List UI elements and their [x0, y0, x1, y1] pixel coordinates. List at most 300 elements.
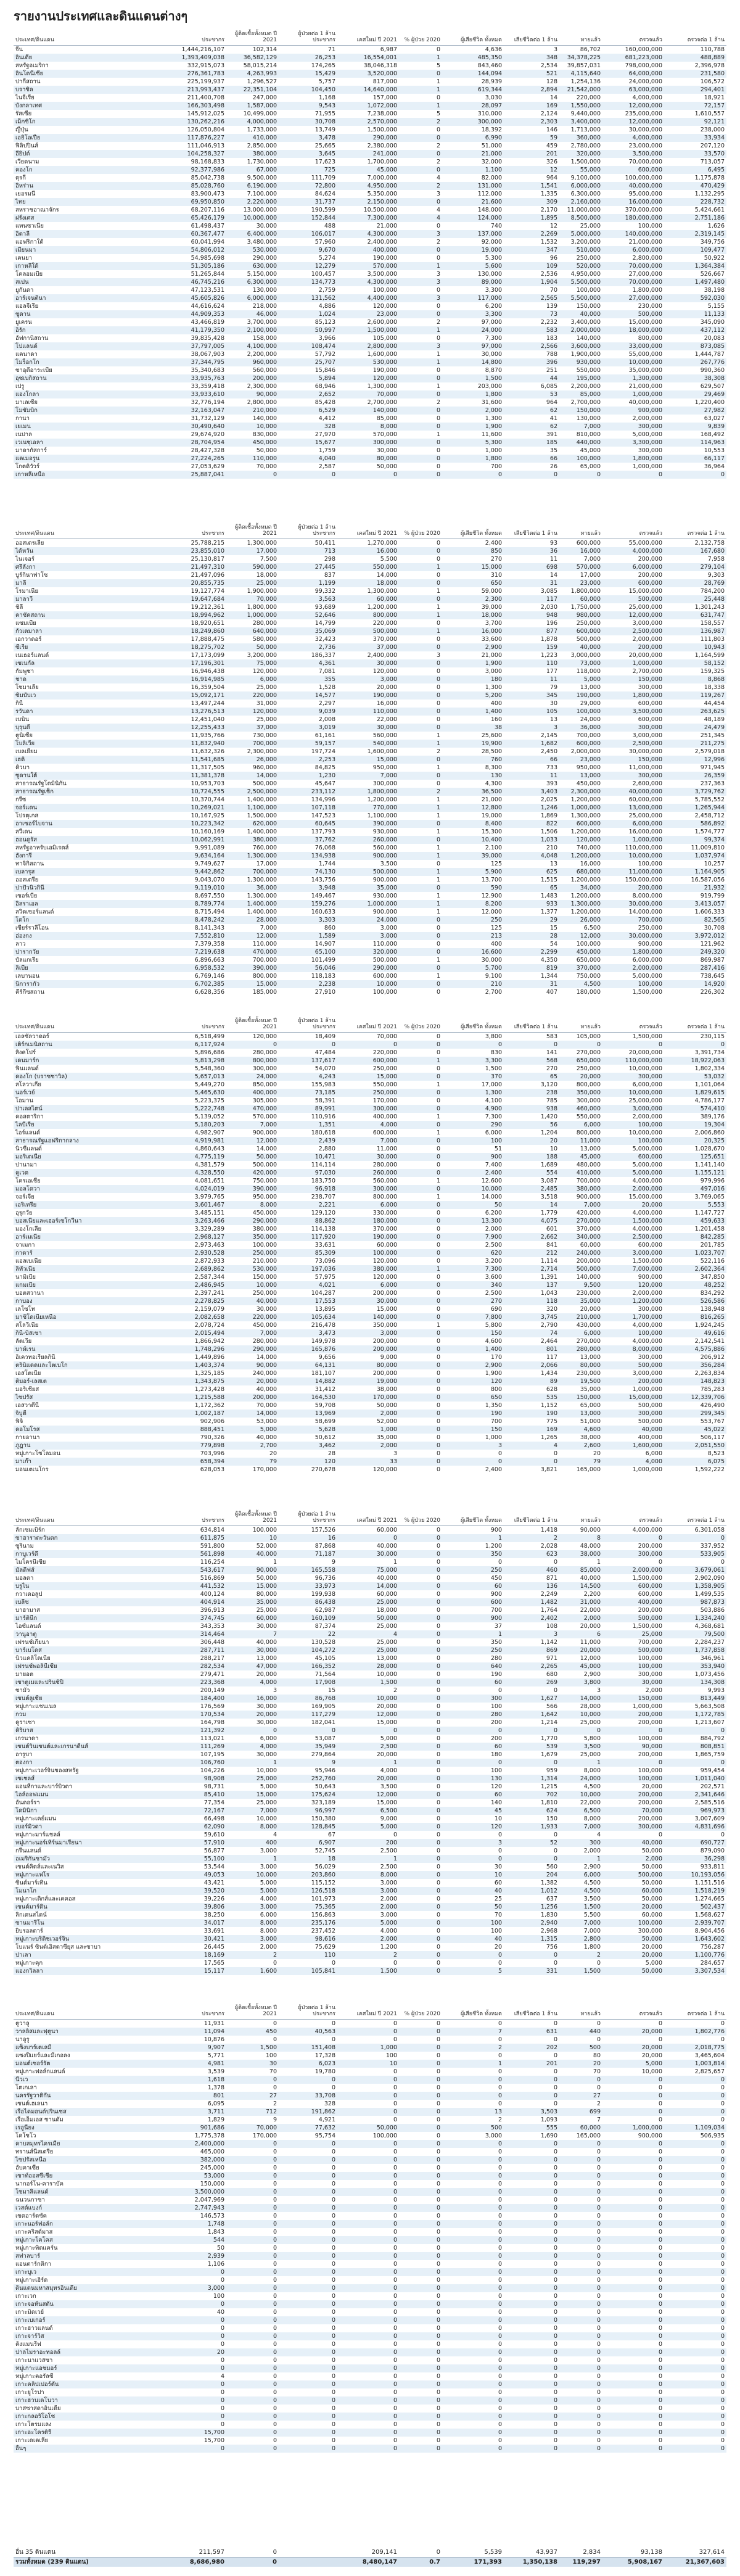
- value-cell: 220,000: [372, 1049, 397, 1056]
- value-cell: 33,570: [704, 151, 725, 157]
- value-cell: 0: [596, 2397, 601, 2404]
- value-cell: 117,000: [477, 295, 502, 302]
- value-cell: 843,460: [477, 62, 502, 69]
- value-cell: 148,823: [700, 1378, 725, 1385]
- value-cell: 64,131: [314, 1362, 335, 1369]
- value-cell: 270,678: [311, 1466, 335, 1473]
- value-cell: 0: [436, 2213, 440, 2219]
- value-cell: 0: [273, 2253, 277, 2260]
- value-cell: 1,265: [540, 1434, 557, 1441]
- table-row: [14, 579, 726, 587]
- value-cell: 0: [436, 2253, 440, 2260]
- table-row: [14, 1951, 726, 1959]
- value-cell: 121,392: [200, 1727, 224, 1734]
- value-cell: 36,000: [580, 724, 601, 731]
- value-cell: 70,000,000: [628, 159, 662, 165]
- value-cell: 0: [596, 2445, 601, 2452]
- country-cell: สวีเดน: [15, 828, 33, 835]
- table-row: [14, 2244, 726, 2252]
- value-cell: 17,173,099: [191, 652, 224, 659]
- value-cell: 84,825: [314, 764, 335, 771]
- value-cell: 88,862: [314, 1218, 335, 1224]
- value-cell: 1,000: [380, 1426, 397, 1433]
- value-cell: 17,196,301: [191, 660, 224, 667]
- value-cell: 1,900: [485, 1370, 502, 1377]
- value-cell: 2,400: [485, 540, 502, 547]
- value-cell: 0: [658, 2421, 662, 2428]
- value-cell: 25,000: [376, 1623, 397, 1630]
- country-cell: เดนมาร์ก: [15, 1057, 39, 1064]
- value-cell: 4,328,550: [194, 1170, 224, 1176]
- value-cell: 20,000: [580, 1073, 601, 1080]
- value-cell: 33,000,000: [628, 343, 662, 350]
- column-header-new-cases: เคสใหม่ ปี 2021: [356, 1024, 397, 1030]
- country-cell: คีร์กีซสถาน: [15, 989, 45, 996]
- value-cell: 105: [546, 708, 557, 715]
- value-cell: 0: [658, 2333, 662, 2340]
- value-cell: 5,757: [318, 78, 335, 85]
- value-cell: 15,000,000: [628, 1194, 662, 1200]
- country-cell: เกาะเดเคเลีย: [15, 2437, 49, 2444]
- country-cell: เกาะคลิปเปอร์ตัน: [15, 2381, 59, 2388]
- value-cell: 166,303,498: [187, 102, 224, 109]
- value-cell: 3,403: [540, 788, 557, 795]
- country-cell: ออสเตรีย: [15, 877, 39, 883]
- value-cell: 68,207,116: [191, 207, 224, 213]
- value-cell: 250: [490, 917, 502, 923]
- value-cell: 22,351,104: [243, 86, 277, 93]
- column-header-tests-per-m: ตรวจต่อ 1 ล้าน: [687, 1517, 725, 1524]
- table-row: [14, 190, 726, 198]
- value-cell: 20,000: [256, 1711, 277, 1718]
- country-cell: อาร์เมเนีย: [15, 1234, 41, 1241]
- value-cell: 620: [490, 1250, 502, 1257]
- value-cell: 4,000,000: [632, 134, 662, 141]
- value-cell: 0: [436, 199, 440, 205]
- value-cell: 38,000: [580, 1551, 601, 1558]
- country-cell: นิวแคลิโดเนีย: [15, 1655, 51, 1662]
- value-cell: 0: [436, 1944, 440, 1951]
- value-cell: 16,587,056: [691, 877, 725, 883]
- value-cell: 0: [436, 46, 440, 53]
- value-cell: 813,449: [700, 1695, 725, 1702]
- value-cell: 70,000: [256, 2124, 277, 2131]
- value-cell: 1,213,607: [694, 1719, 725, 1726]
- value-cell: 1,033: [540, 836, 557, 843]
- country-cell: เฟรนช์พอลินีเซีย: [15, 1663, 57, 1670]
- value-cell: 0: [498, 2197, 502, 2203]
- value-cell: 0: [393, 2445, 397, 2452]
- value-cell: 2,000,000: [632, 1290, 662, 1297]
- value-cell: 1,301,243: [694, 604, 725, 611]
- value-cell: 25,130,817: [191, 556, 224, 563]
- value-cell: 250: [490, 1647, 502, 1654]
- value-cell: 798,000,000: [625, 62, 662, 69]
- value-cell: 4,300: [485, 780, 502, 787]
- value-cell: 211,400,708: [187, 94, 224, 101]
- value-cell: 703,996: [200, 1450, 224, 1457]
- value-cell: 18,392: [481, 126, 502, 133]
- value-cell: 6,200: [485, 303, 502, 310]
- table-row: [14, 716, 726, 724]
- value-cell: 40,563: [314, 2028, 335, 2035]
- value-cell: 190,000: [372, 692, 397, 699]
- value-cell: 25,000: [256, 1799, 277, 1806]
- country-cell: แองกวิลลา: [15, 1968, 43, 1975]
- value-cell: 128,845: [311, 1823, 335, 1830]
- value-cell: 18,000: [376, 580, 397, 587]
- total-summary-row-value: 21,367,603: [685, 2559, 725, 2566]
- table-row: [14, 2380, 726, 2388]
- country-cell: โตโก: [15, 917, 30, 923]
- value-cell: 150: [546, 1815, 557, 1822]
- value-cell: 0: [658, 1727, 662, 1734]
- value-cell: 117,279: [311, 1711, 335, 1718]
- value-cell: 0: [596, 2149, 601, 2155]
- value-cell: 400: [490, 941, 502, 947]
- value-cell: 1,300,000: [247, 877, 277, 883]
- value-cell: 1,200,000: [570, 909, 601, 915]
- value-cell: 0: [393, 1831, 397, 1838]
- value-cell: 0: [436, 1575, 440, 1582]
- value-cell: 11,632,326: [191, 748, 224, 755]
- value-cell: 95,000,000: [628, 191, 662, 197]
- value-cell: 3,729,762: [694, 788, 725, 795]
- value-cell: 0: [658, 2197, 662, 2203]
- value-cell: 4,950,000: [570, 271, 601, 278]
- value-cell: 137,793: [311, 828, 335, 835]
- value-cell: 0: [273, 2084, 277, 2091]
- value-cell: 0: [553, 2357, 557, 2364]
- value-cell: 0: [658, 2229, 662, 2235]
- value-cell: 35,340,683: [191, 367, 224, 374]
- value-cell: 0: [393, 2213, 397, 2219]
- value-cell: 185,000: [252, 989, 277, 996]
- value-cell: 3,700,000: [247, 319, 277, 326]
- value-cell: 3: [436, 295, 440, 302]
- country-cell: ดินแดนมหาสมุทรอินเดีย: [15, 2285, 77, 2292]
- value-cell: 140,000: [576, 1274, 601, 1281]
- value-cell: 1: [436, 628, 440, 635]
- value-cell: 1,106: [207, 2261, 224, 2268]
- value-cell: 0: [436, 2277, 440, 2284]
- table-row: [14, 1081, 726, 1089]
- value-cell: 13,000: [580, 1410, 601, 1417]
- country-cell: เกาะนอร์ฟอล์ก: [15, 2221, 53, 2227]
- table-row: [14, 2300, 726, 2308]
- value-cell: 0: [658, 2149, 662, 2155]
- country-cell: โตเกเลา: [15, 2084, 37, 2091]
- value-cell: 1: [436, 383, 440, 390]
- value-cell: 55,000: [580, 167, 601, 173]
- value-cell: 0: [273, 2189, 277, 2195]
- value-cell: 600,000: [638, 1591, 662, 1598]
- value-cell: 230,000: [576, 1370, 601, 1377]
- value-cell: 11,381,378: [191, 772, 224, 779]
- value-cell: 1,172,362: [194, 1402, 224, 1409]
- table-row: [14, 844, 726, 852]
- country-cell: เวสต์แบงก์: [15, 2205, 43, 2211]
- value-cell: 53: [549, 391, 557, 398]
- table-row: [14, 1241, 726, 1249]
- value-cell: 0: [720, 2084, 725, 2091]
- value-cell: 30,000: [376, 724, 397, 731]
- value-cell: 380,000: [576, 1186, 601, 1192]
- table-row: [14, 1049, 726, 1057]
- value-cell: 0: [273, 2285, 277, 2292]
- value-cell: 2,066: [540, 1362, 557, 1369]
- value-cell: 3,979,765: [194, 1194, 224, 1200]
- value-cell: 0: [553, 2084, 557, 2091]
- table-row: [14, 2445, 726, 2453]
- value-cell: 2,500: [380, 1864, 397, 1870]
- value-cell: 12,900: [481, 893, 502, 899]
- value-cell: 1,200,000: [632, 1298, 662, 1305]
- value-cell: 0: [331, 1041, 335, 1048]
- value-cell: 0: [393, 2325, 397, 2332]
- value-cell: 0: [498, 2221, 502, 2227]
- value-cell: 306,448: [200, 1639, 224, 1646]
- table-row: [14, 415, 726, 423]
- value-cell: 600,000: [372, 973, 397, 980]
- value-cell: 0: [220, 2445, 224, 2452]
- value-cell: 4,000,000: [247, 118, 277, 125]
- value-cell: 15,000: [256, 981, 277, 988]
- value-cell: 4,412: [318, 415, 335, 422]
- value-cell: 14,000: [256, 1354, 277, 1361]
- table-row: [14, 2276, 726, 2284]
- country-cell: วาลลิสและฟุตูนา: [15, 2028, 59, 2035]
- value-cell: 950,000: [372, 764, 397, 771]
- value-cell: 19,780: [314, 2068, 335, 2075]
- table-row: [14, 659, 726, 667]
- value-cell: 1,101,064: [694, 1081, 725, 1088]
- value-cell: 37,000: [256, 724, 277, 731]
- value-cell: 55,000,000: [628, 351, 662, 358]
- value-cell: 6,200: [485, 1210, 502, 1216]
- value-cell: 5,500: [583, 1912, 601, 1918]
- value-cell: 0: [393, 2189, 397, 2195]
- value-cell: 2,278,825: [194, 1298, 224, 1305]
- value-cell: 30,000: [481, 957, 502, 964]
- value-cell: 60: [494, 1583, 502, 1590]
- value-cell: 33,708: [314, 2092, 335, 2099]
- table-row: [14, 2413, 726, 2421]
- table-row: [14, 1442, 726, 1450]
- country-cell: อาเซอร์ไบจาน: [15, 820, 52, 827]
- value-cell: 20,000: [256, 1378, 277, 1385]
- value-cell: 39,806: [204, 1904, 224, 1910]
- table-row: [14, 1057, 726, 1065]
- value-cell: 4,775,119: [194, 1154, 224, 1160]
- column-header-pop: ประชากร: [202, 530, 224, 537]
- value-cell: 36: [549, 548, 557, 555]
- value-cell: 1,642: [540, 1711, 557, 1718]
- total-summary-row: [14, 2557, 726, 2567]
- column-header-tests: ตรวจแล้ว: [639, 530, 662, 537]
- value-cell: 105,000: [372, 335, 397, 342]
- country-cell: โคลอมเบีย: [15, 271, 43, 278]
- value-cell: 4,000,000: [632, 1226, 662, 1232]
- value-cell: 200,000: [638, 885, 662, 891]
- table-row: [14, 1065, 726, 1073]
- value-cell: 10,500,000: [363, 207, 397, 213]
- value-cell: 5,000: [260, 1426, 277, 1433]
- value-cell: 40,000: [256, 1551, 277, 1558]
- value-cell: 72,800: [314, 183, 335, 189]
- value-cell: 119,267: [700, 692, 725, 699]
- table-section: [14, 25, 726, 479]
- value-cell: 9,100: [485, 973, 502, 980]
- value-cell: 6,000,000: [632, 247, 662, 254]
- value-cell: 3,500: [583, 1896, 601, 1902]
- value-cell: 601: [546, 1226, 557, 1232]
- country-cell: มอลตา: [15, 1575, 34, 1582]
- value-cell: 0: [720, 2437, 725, 2444]
- country-cell: ลาว: [15, 941, 26, 947]
- value-cell: 167,680: [700, 548, 725, 555]
- value-cell: 0: [553, 2261, 557, 2268]
- value-cell: 85,000: [580, 391, 601, 398]
- value-cell: 2,700: [485, 989, 502, 996]
- value-cell: 5,800: [485, 1322, 502, 1329]
- value-cell: 554: [546, 1170, 557, 1176]
- value-cell: 0: [331, 2357, 335, 2364]
- value-cell: 220,000: [372, 620, 397, 627]
- country-cell: หมู่เกาะเคย์แมน: [15, 1815, 57, 1822]
- value-cell: 3,120: [540, 1081, 557, 1088]
- value-cell: 200,000: [372, 1290, 397, 1297]
- total-summary-row-value: 171,393: [474, 2559, 502, 2566]
- value-cell: 125,651: [700, 1154, 725, 1160]
- value-cell: 0: [436, 1920, 440, 1926]
- value-cell: 0: [220, 2317, 224, 2324]
- value-cell: 0: [436, 2124, 440, 2131]
- value-cell: 300,000: [477, 118, 502, 125]
- table-row: [14, 2340, 726, 2348]
- value-cell: 3: [393, 1450, 397, 1457]
- value-cell: 1,500,000: [367, 327, 397, 334]
- column-header-cases-per-m: ผู้ป่วยต่อ 1 ล้าน ประชากร: [298, 1018, 335, 1030]
- value-cell: 5,000: [380, 1920, 397, 1926]
- table-row: [14, 230, 726, 238]
- value-cell: 9,991,089: [194, 844, 224, 851]
- value-cell: 4,981: [207, 2060, 224, 2067]
- value-cell: 121,962: [700, 941, 725, 947]
- value-cell: 1: [436, 852, 440, 859]
- value-cell: 634,814: [200, 1527, 224, 1534]
- value-cell: 0: [436, 684, 440, 691]
- country-cell: เรือไดมอนด์ปรินเซส: [15, 2108, 67, 2115]
- column-header-recovered: หายแล้ว: [580, 1517, 601, 1524]
- table-row: [14, 102, 726, 110]
- value-cell: 1,574,777: [694, 828, 725, 835]
- country-cell: เลบานอน: [15, 973, 40, 980]
- value-cell: 0: [436, 2149, 440, 2155]
- value-cell: 0: [658, 2165, 662, 2171]
- value-cell: 830: [490, 1049, 502, 1056]
- country-cell: เปรู: [15, 383, 25, 390]
- value-cell: 530,000: [372, 359, 397, 366]
- value-cell: 0: [658, 2189, 662, 2195]
- value-cell: 6,000,000: [632, 820, 662, 827]
- table-row: [14, 214, 726, 222]
- value-cell: 6,000: [583, 1330, 601, 1337]
- value-cell: 47,000: [256, 1663, 277, 1670]
- value-cell: 9,039: [318, 708, 335, 715]
- value-cell: 13,000: [376, 1655, 397, 1662]
- value-cell: 0: [436, 668, 440, 675]
- value-cell: 82,565: [704, 917, 725, 923]
- value-cell: 6,769,146: [194, 973, 224, 980]
- value-cell: 6,400,000: [247, 231, 277, 237]
- value-cell: 0: [393, 1041, 397, 1048]
- country-cell: แอลเบเนีย: [15, 1258, 42, 1265]
- value-cell: 240,000: [252, 1370, 277, 1377]
- country-cell: ลิทัวเนีย: [15, 1266, 36, 1273]
- value-cell: 0: [273, 2173, 277, 2179]
- table-row: [14, 940, 726, 948]
- value-cell: 3,000: [380, 1880, 397, 1886]
- value-cell: 2,000,000: [632, 1113, 662, 1120]
- value-cell: 0: [498, 2036, 502, 2043]
- table-row: [14, 1281, 726, 1289]
- value-cell: 13,000: [580, 684, 601, 691]
- value-cell: 1: [436, 869, 440, 875]
- value-cell: 500: [490, 2124, 502, 2131]
- value-cell: 50,000: [641, 1847, 662, 1854]
- others-summary-row-value: 211,597: [199, 2549, 224, 2556]
- value-cell: 0: [393, 2381, 397, 2388]
- value-cell: 0: [720, 2140, 725, 2147]
- value-cell: 1,151,516: [694, 1880, 725, 1886]
- value-cell: 760: [490, 756, 502, 763]
- value-cell: 0: [658, 2413, 662, 2420]
- value-cell: 24,000: [580, 1775, 601, 1782]
- value-cell: 1,730,000: [247, 159, 277, 165]
- value-cell: 17,565: [204, 1960, 224, 1967]
- value-cell: 0: [720, 471, 725, 478]
- value-cell: 202: [546, 2044, 557, 2051]
- value-cell: 3,087: [540, 1178, 557, 1184]
- value-cell: 0: [220, 2413, 224, 2420]
- value-cell: 1,568,627: [694, 1912, 725, 1918]
- value-cell: 4,350: [540, 957, 557, 964]
- value-cell: 1: [436, 263, 440, 270]
- value-cell: 0: [498, 2437, 502, 2444]
- country-cell: มองโกเลีย: [15, 1226, 42, 1232]
- country-cell: ปานามา: [15, 1162, 37, 1168]
- value-cell: 33,934: [704, 134, 725, 141]
- value-cell: 700: [490, 1418, 502, 1425]
- value-cell: 6,300,000: [247, 279, 277, 286]
- value-cell: 89,991: [314, 1105, 335, 1112]
- value-cell: 1,223: [540, 652, 557, 659]
- value-cell: 382,000: [200, 2157, 224, 2163]
- value-cell: 44,909,353: [191, 311, 224, 318]
- value-cell: 0: [553, 1041, 557, 1048]
- table-row: [14, 804, 726, 812]
- value-cell: 0: [436, 1960, 440, 1967]
- country-cell: เกาะนาแวสซา: [15, 2357, 53, 2364]
- value-cell: 16,554,001: [363, 54, 397, 61]
- value-cell: 0: [658, 2253, 662, 2260]
- value-cell: 13,276,513: [191, 708, 224, 715]
- value-cell: 3,019: [318, 724, 335, 731]
- value-cell: 287,416: [700, 965, 725, 972]
- value-cell: 0: [436, 1864, 440, 1870]
- value-cell: 0: [596, 2357, 601, 2364]
